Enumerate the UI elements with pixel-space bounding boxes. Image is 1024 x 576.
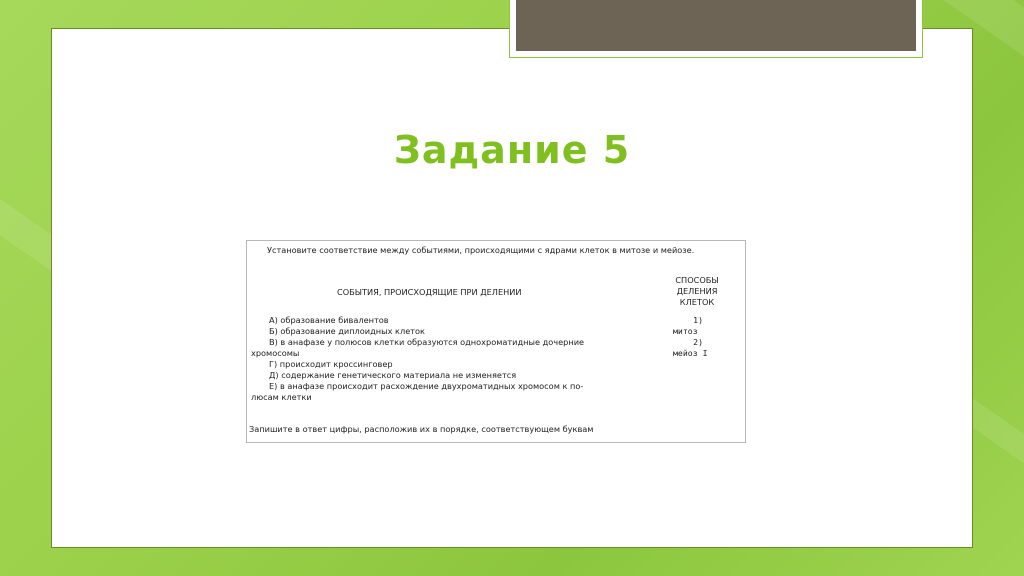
slide-title: Задание 5 xyxy=(393,128,631,172)
task-instruction: Установите соответствие между событиями, происходящими с ядрами клеток в митозе и мейозе. xyxy=(267,245,695,255)
methods-column-header xyxy=(665,275,729,308)
method-label: митоз xyxy=(673,326,698,336)
decorative-frame-panel xyxy=(516,0,916,51)
method-number: 2) xyxy=(693,337,703,347)
method-number: 1) xyxy=(693,315,703,325)
methods-header-line: КЛЕТОК xyxy=(679,297,715,307)
task-image xyxy=(246,240,746,443)
event-item: Д) содержание генетического материала не изменяется xyxy=(269,370,517,380)
methods-header-line: СПОСОБЫ xyxy=(675,275,719,285)
event-item: Г) происходит кроссинговер xyxy=(269,359,393,369)
event-item: А) образование бивалентов xyxy=(269,315,389,325)
events-list xyxy=(251,315,651,403)
task-footer: Запишите в ответ цифры, расположив их в порядке, соответствующем буквам xyxy=(249,424,594,434)
events-column-header: СОБЫТИЯ, ПРОИСХОДЯЩИЕ ПРИ ДЕЛЕНИИ xyxy=(337,287,522,297)
methods-header-line: ДЕЛЕНИЯ xyxy=(676,286,718,296)
method-label: мейоз I xyxy=(673,348,708,358)
methods-list xyxy=(673,315,733,359)
event-item-continuation: хромосомы xyxy=(251,348,300,358)
event-item: В) в анафазе у полюсов клетки образуются однохроматидные дочерние xyxy=(269,337,585,347)
event-item-continuation: люсам клетки xyxy=(251,392,312,402)
event-item: Б) образование диплоидных клеток xyxy=(269,326,425,336)
decorative-frame xyxy=(509,0,923,58)
event-item: Е) в анафазе происходит расхождение двухроматидных хромосом к по- xyxy=(269,381,584,391)
